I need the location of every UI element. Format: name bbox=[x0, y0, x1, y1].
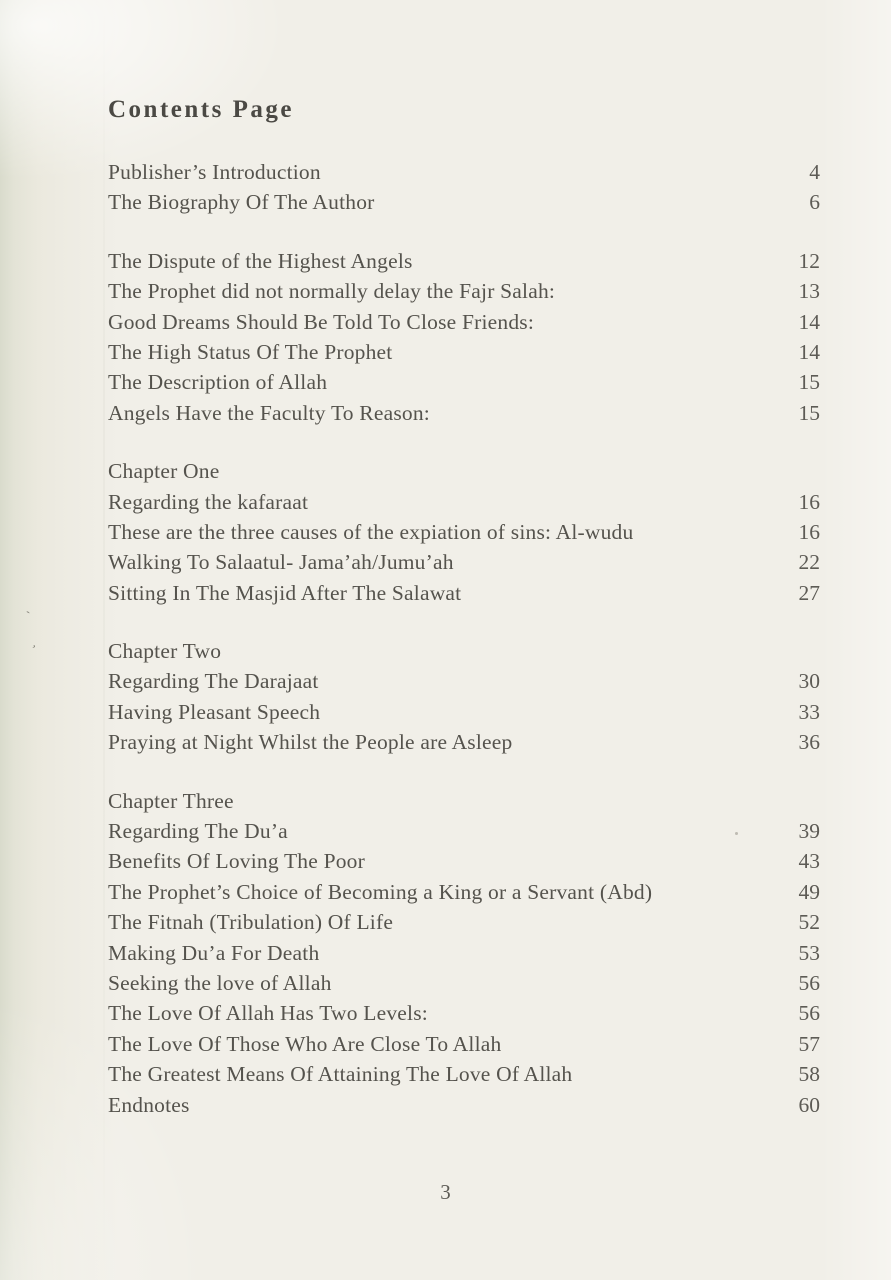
toc-entry bbox=[108, 849, 820, 879]
chapter-heading: Chapter Two bbox=[108, 639, 222, 664]
toc-entry-page: 6 bbox=[809, 190, 820, 215]
page-title: Contents Page bbox=[108, 96, 294, 123]
toc-entry-page: 52 bbox=[798, 910, 820, 935]
toc-entry-title: The Dispute of the Highest Angels bbox=[108, 248, 413, 273]
toc-entry-title: The Greatest Means Of Attaining The Love Of Allah bbox=[108, 1062, 573, 1087]
toc-entry bbox=[108, 520, 820, 550]
toc-entry-title: Seeking the love of Allah bbox=[108, 970, 332, 995]
toc-entry-page: 36 bbox=[798, 730, 820, 755]
toc-entry-title: Regarding the kafaraat bbox=[108, 489, 309, 514]
toc-entry-page: 39 bbox=[798, 819, 820, 844]
scan-speck: ` bbox=[25, 609, 34, 626]
toc-section bbox=[108, 639, 820, 761]
toc-entry-title: Praying at Night Whilst the People are Asleep bbox=[108, 730, 513, 755]
toc-entry bbox=[108, 1093, 820, 1123]
toc-entry-page: 58 bbox=[798, 1062, 820, 1087]
toc-section bbox=[108, 459, 820, 611]
toc-entry-title: Having Pleasant Speech bbox=[108, 699, 321, 724]
toc-entry-page: 60 bbox=[798, 1092, 820, 1117]
toc-entry-page: 16 bbox=[798, 519, 820, 544]
toc-entry-title: The Love Of Those Who Are Close To Allah bbox=[108, 1031, 502, 1056]
toc-entry-page: 15 bbox=[798, 400, 820, 425]
toc-entry bbox=[108, 310, 820, 340]
toc-entry-title: The Prophet did not normally delay the Fajr Salah: bbox=[108, 279, 556, 304]
toc-entry-title: The Description of Allah bbox=[108, 370, 328, 395]
chapter-heading: Chapter Three bbox=[108, 788, 234, 813]
toc-entry-page: 14 bbox=[798, 339, 820, 364]
toc-entry bbox=[108, 550, 820, 580]
toc-entry-page: 56 bbox=[798, 1001, 820, 1026]
toc-entry-page: 30 bbox=[798, 669, 820, 694]
toc-entry-title: These are the three causes of the expiation of sins: Al-wudu bbox=[108, 519, 634, 544]
toc-entry-title: The Prophet’s Choice of Becoming a King or a Servant (Abd) bbox=[108, 879, 653, 904]
toc-entry bbox=[108, 1001, 820, 1031]
toc-entry-title: Endnotes bbox=[108, 1092, 190, 1117]
toc-entry bbox=[108, 279, 820, 309]
toc-entry bbox=[108, 941, 820, 971]
page-binding-shadow bbox=[103, 0, 105, 1280]
toc-entry-page: 15 bbox=[798, 370, 820, 395]
toc-section bbox=[108, 160, 820, 221]
toc-entry-page: 43 bbox=[798, 849, 820, 874]
toc-entry-page: 13 bbox=[798, 279, 820, 304]
contents-page bbox=[108, 96, 820, 1123]
toc-entry-title: Walking To Salaatul- Jama’ah/Jumu’ah bbox=[108, 550, 454, 575]
toc-entry bbox=[108, 730, 820, 760]
toc-entry bbox=[108, 160, 820, 190]
toc-entry bbox=[108, 971, 820, 1001]
toc-entry bbox=[108, 370, 820, 400]
toc-entry bbox=[108, 910, 820, 940]
toc-entry-page: 49 bbox=[798, 879, 820, 904]
toc-entry bbox=[108, 819, 820, 849]
toc-entry-page: 14 bbox=[798, 309, 820, 334]
toc-entry-page: 4 bbox=[809, 160, 820, 184]
toc bbox=[108, 160, 820, 1123]
toc-entry-page: 16 bbox=[798, 489, 820, 514]
toc-entry-title: Angels Have the Faculty To Reason: bbox=[108, 400, 430, 425]
toc-entry-title: Regarding The Darajaat bbox=[108, 669, 319, 694]
toc-entry-title: The Biography Of The Author bbox=[108, 190, 375, 215]
toc-entry bbox=[108, 1062, 820, 1092]
toc-entry bbox=[108, 490, 820, 520]
toc-entry bbox=[108, 880, 820, 910]
toc-entry-page: 57 bbox=[798, 1031, 820, 1056]
toc-entry-title: Making Du’a For Death bbox=[108, 940, 320, 965]
toc-section bbox=[108, 789, 820, 1123]
toc-entry-title: The Fitnah (Tribulation) Of Life bbox=[108, 910, 394, 935]
chapter-heading: Chapter One bbox=[108, 459, 220, 484]
toc-entry bbox=[108, 669, 820, 699]
toc-entry bbox=[108, 401, 820, 431]
toc-entry-title: Benefits Of Loving The Poor bbox=[108, 849, 365, 874]
toc-entry bbox=[108, 249, 820, 279]
footer-page-number: 3 bbox=[440, 1180, 451, 1204]
toc-entry-page: 12 bbox=[798, 248, 820, 273]
toc-entry-title: Good Dreams Should Be Told To Close Friends: bbox=[108, 309, 535, 334]
scan-speck: ’ bbox=[28, 641, 38, 657]
toc-entry-title: Publisher’s Introduction bbox=[108, 160, 321, 184]
toc-entry bbox=[108, 581, 820, 611]
toc-entry-page: 56 bbox=[798, 970, 820, 995]
toc-entry-page: 33 bbox=[798, 699, 820, 724]
toc-entry bbox=[108, 340, 820, 370]
toc-entry-title: Sitting In The Masjid After The Salawat bbox=[108, 580, 462, 605]
toc-entry bbox=[108, 700, 820, 730]
toc-entry-title: The High Status Of The Prophet bbox=[108, 339, 393, 364]
toc-entry-page: 53 bbox=[798, 940, 820, 965]
toc-entry-page: 27 bbox=[798, 580, 820, 605]
toc-entry bbox=[108, 190, 820, 220]
toc-entry-page: 22 bbox=[798, 550, 820, 575]
toc-section bbox=[108, 249, 820, 431]
toc-entry-title: The Love Of Allah Has Two Levels: bbox=[108, 1001, 428, 1026]
toc-entry-title: Regarding The Du’a bbox=[108, 819, 288, 844]
toc-entry bbox=[108, 1032, 820, 1062]
